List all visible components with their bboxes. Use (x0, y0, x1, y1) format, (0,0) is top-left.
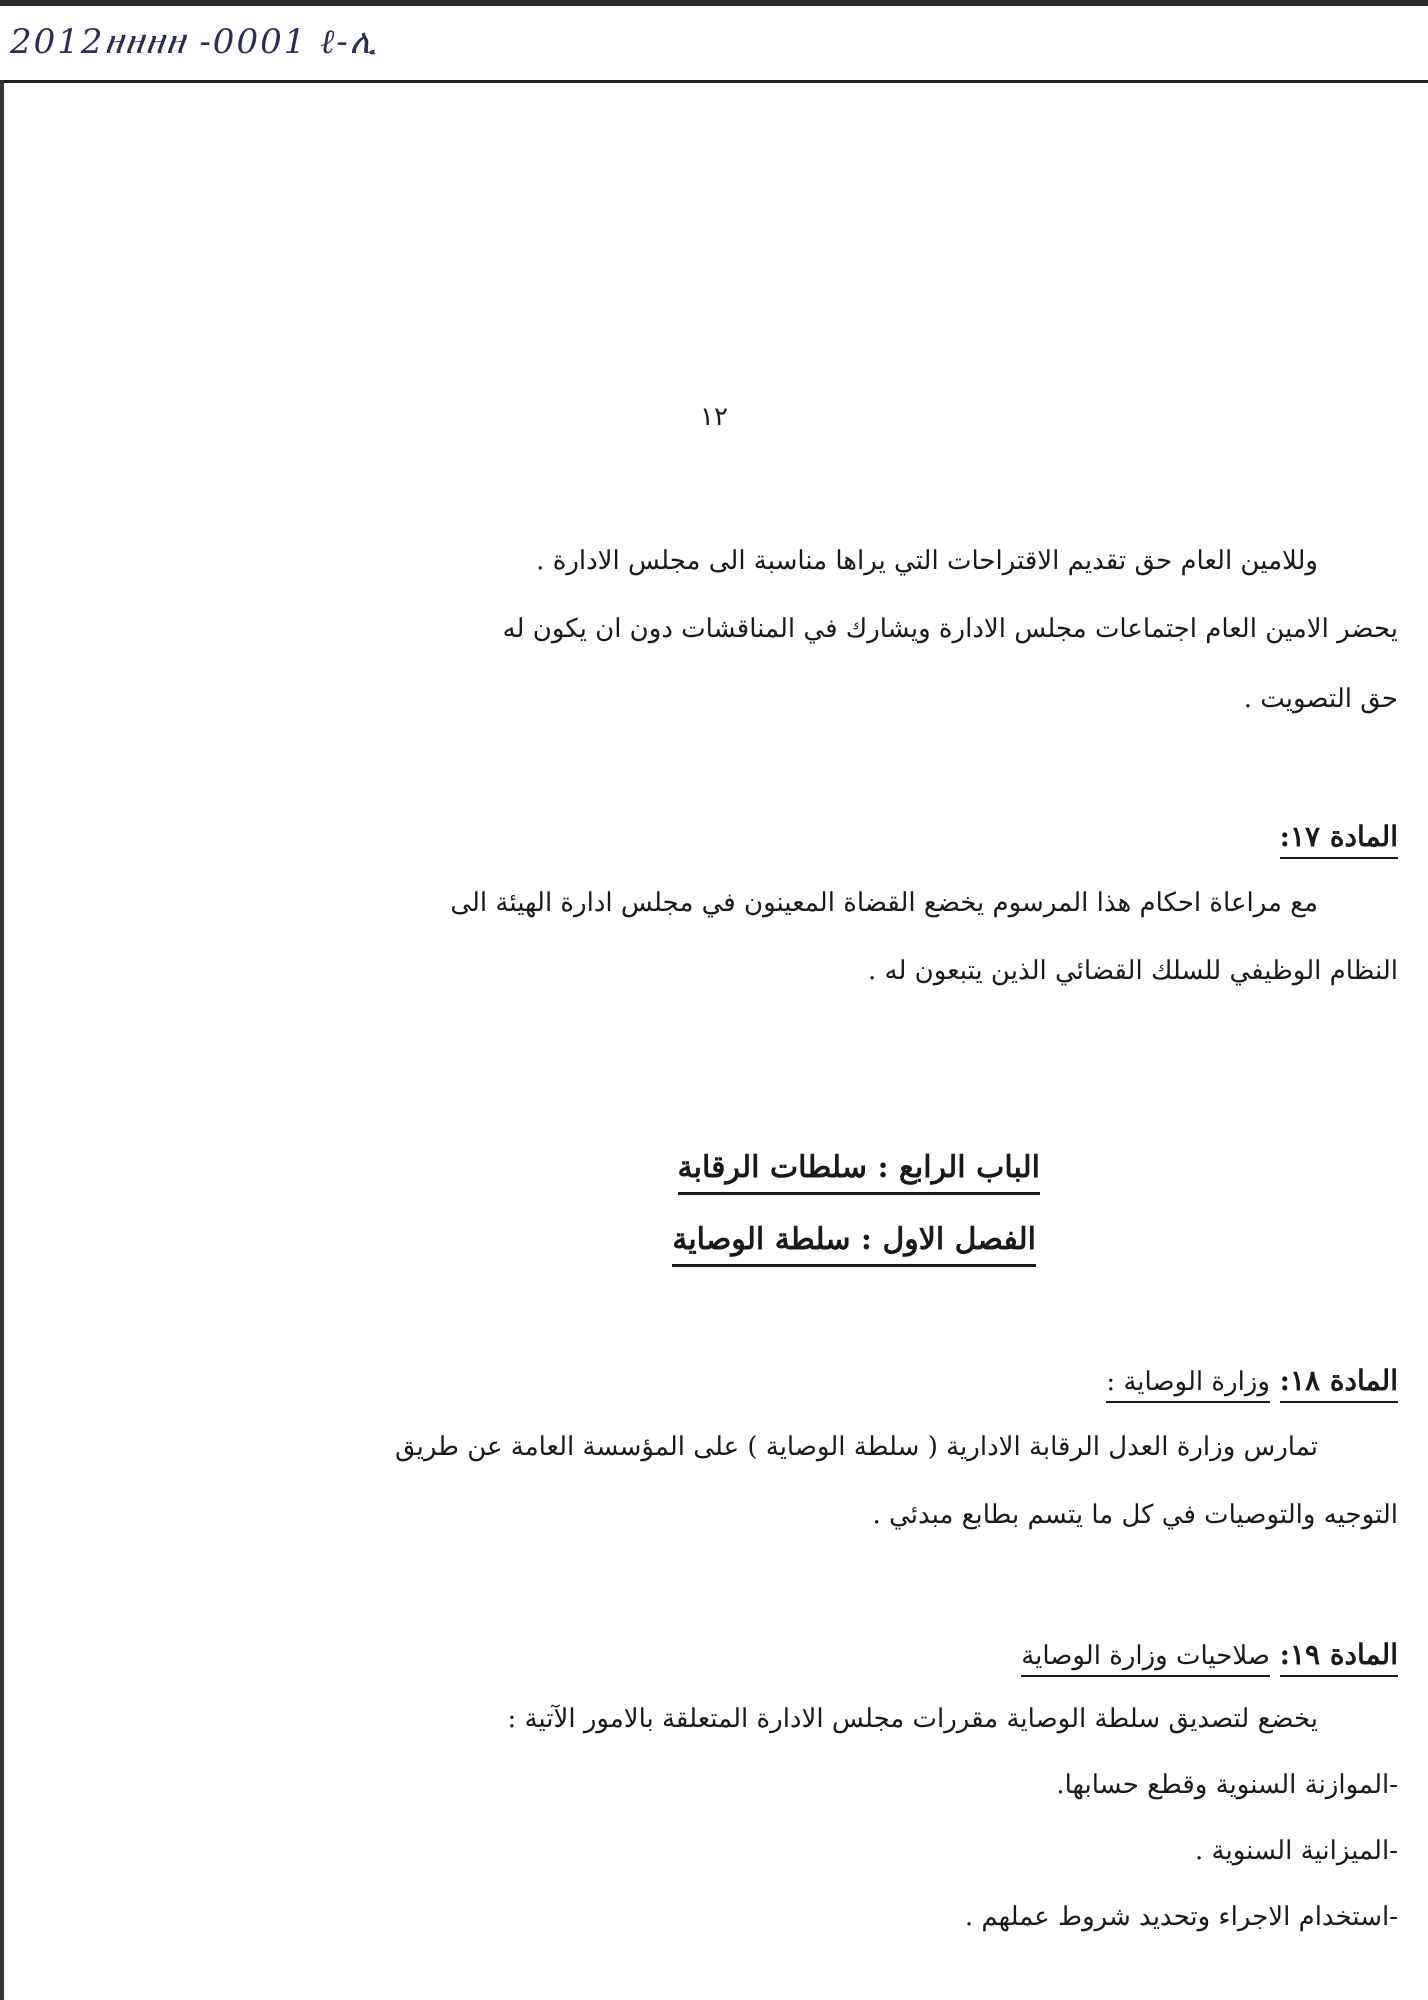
article-19-topic: صلاحيات وزارة الوصاية (1021, 1641, 1270, 1677)
article-18-number: المادة ١٨: (1280, 1364, 1398, 1403)
article-17-line-2: النظام الوظيفي للسلك القضائي الذين يتبعون له . (868, 956, 1398, 986)
article-19-item-3: -استخدام الاجراء وتحديد شروط عملهم . (964, 1902, 1398, 1932)
intro-line-1: وللامين العام حق تقديم الاقتراحات التي يراها مناسبة الى مجلس الادارة . (536, 546, 1318, 576)
header-rule (0, 80, 1428, 83)
scan-top-edge (0, 0, 1428, 6)
page-number: ١٢ (700, 402, 728, 432)
article-18-heading (1106, 1364, 1398, 1398)
article-17-number: المادة ١٧: (1280, 820, 1398, 859)
article-18-topic: وزارة الوصاية : (1106, 1367, 1270, 1403)
article-19-item-1: -الموازنة السنوية وقطع حسابها. (1056, 1770, 1398, 1800)
article-17-heading (1280, 820, 1398, 854)
article-19-item-2: -الميزانية السنوية . (1195, 1836, 1398, 1866)
handwritten-reference: 2012ዘዘዘዘ -0001 ℓ-ሊ (10, 22, 379, 62)
chapter-title: الفصل الاول : سلطة الوصاية (672, 1222, 1036, 1267)
intro-line-2: يحضر الامين العام اجتماعات مجلس الادارة ويشارك في المناقشات دون ان يكون له (502, 614, 1398, 644)
article-18-line-1: تمارس وزارة العدل الرقابة الادارية ( سلطة الوصاية ) على المؤسسة العامة عن طريق (394, 1432, 1318, 1462)
article-19-heading (1021, 1638, 1398, 1672)
article-17-line-1: مع مراعاة احكام هذا المرسوم يخضع القضاة المعينون في مجلس ادارة الهيئة الى (450, 888, 1318, 918)
article-19-line-1: يخضع لتصديق سلطة الوصاية مقررات مجلس الادارة المتعلقة بالامور الآتية : (507, 1704, 1318, 1734)
scan-left-edge (0, 80, 4, 2000)
intro-line-3: حق التصويت . (1243, 684, 1398, 714)
article-18-line-2: التوجيه والتوصيات في كل ما يتسم بطابع مبدئي . (872, 1500, 1398, 1530)
article-19-number: المادة ١٩: (1280, 1638, 1398, 1677)
part-title: الباب الرابع : سلطات الرقابة (678, 1150, 1040, 1195)
